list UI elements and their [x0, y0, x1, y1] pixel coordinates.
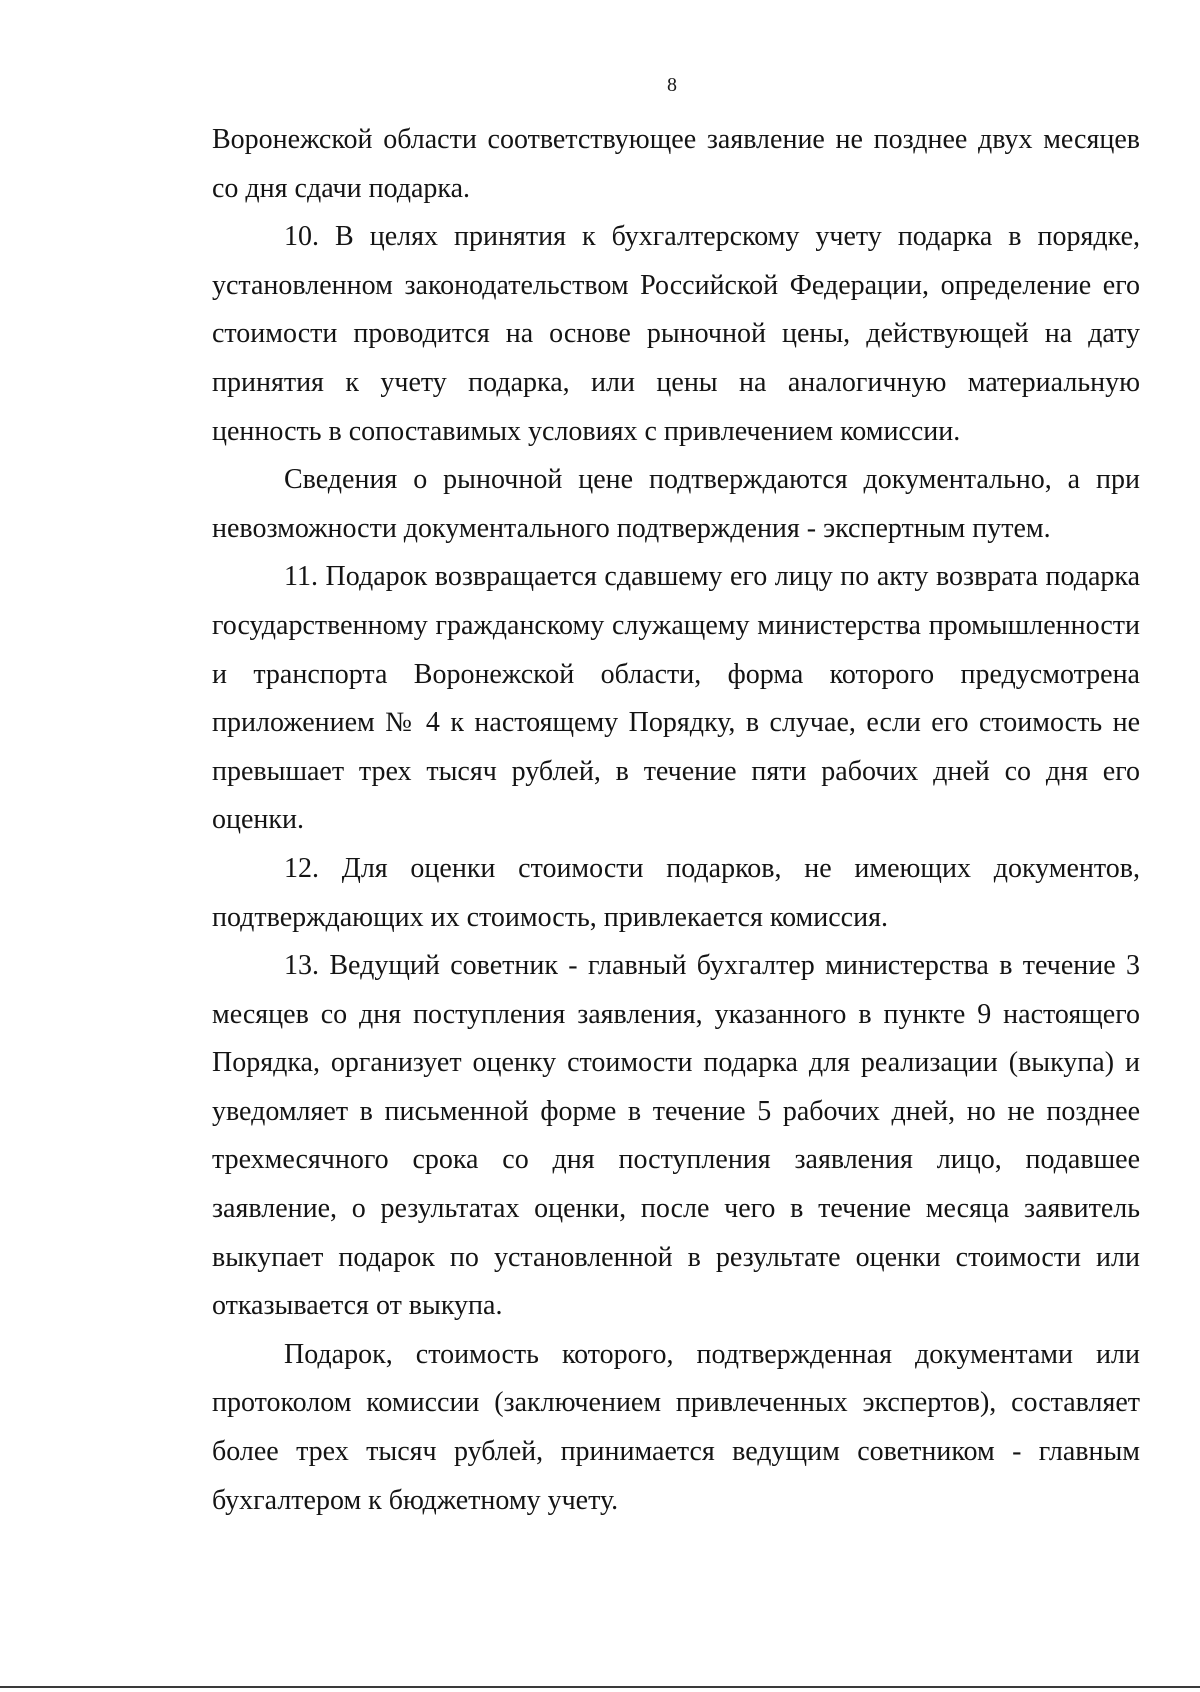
paragraph-item-10: 10. В целях принятия к бухгалтерскому учету подарка в порядке, установленном законодательством Российской Федерации, определение его стоимости проводится на основе рыночной цены, действующей на дату принятия к учету подарка, или цены на аналогичную материальную ценность в сопоставимых условиях с привлечением комиссии.	[212, 221, 1140, 447]
document-body	[212, 116, 1140, 1525]
paragraph-item-12: 12. Для оценки стоимости подарков, не имеющих документов, подтверждающих их стоимость, привлекается комиссия.	[212, 852, 1140, 933]
paragraph-gift-accounting: Подарок, стоимость которого, подтвержденная документами или протоколом комиссии (заключением привлеченных экспертов), составляет более трех тысяч рублей, принимается ведущим советником - главным бухгалтером к бюджетному учету.	[212, 1338, 1140, 1516]
paragraph-item-11: 11. Подарок возвращается сдавшему его лицу по акту возврата подарка государственному гражданскому служащему министерства промышленности и транспорта Воронежской области, форма которого предусмотрена приложением № 4 к настоящему Порядку, в случае, если его стоимость не превышает трех тысяч рублей, в течение пяти рабочих дней со дня его оценки.	[212, 561, 1140, 836]
bottom-scan-edge	[0, 1686, 1200, 1688]
page-number: 8	[667, 74, 677, 96]
paragraph-market-price: Сведения о рыночной цене подтверждаются документально, а при невозможности документального подтверждения - экспертным путем.	[212, 464, 1140, 544]
paragraph-item-13: 13. Ведущий советник - главный бухгалтер министерства в течение 3 месяцев со дня поступления заявления, указанного в пункте 9 настоящего Порядка, организует оценку стоимости подарка для реализации (выкупа) и уведомляет в письменной форме в течение 5 рабочих дней, но не позднее трехмесячного срока со дня поступления заявления лицо, подавшее заявление, о результатах оценки, после чего в течение месяца заявитель выкупает подарок по установленной в результате оценки стоимости или отказывается от выкупа.	[212, 950, 1140, 1322]
paragraph-continuation: Воронежской области соответствующее заявление не позднее двух месяцев со дня сдачи подарка.	[212, 124, 1140, 204]
